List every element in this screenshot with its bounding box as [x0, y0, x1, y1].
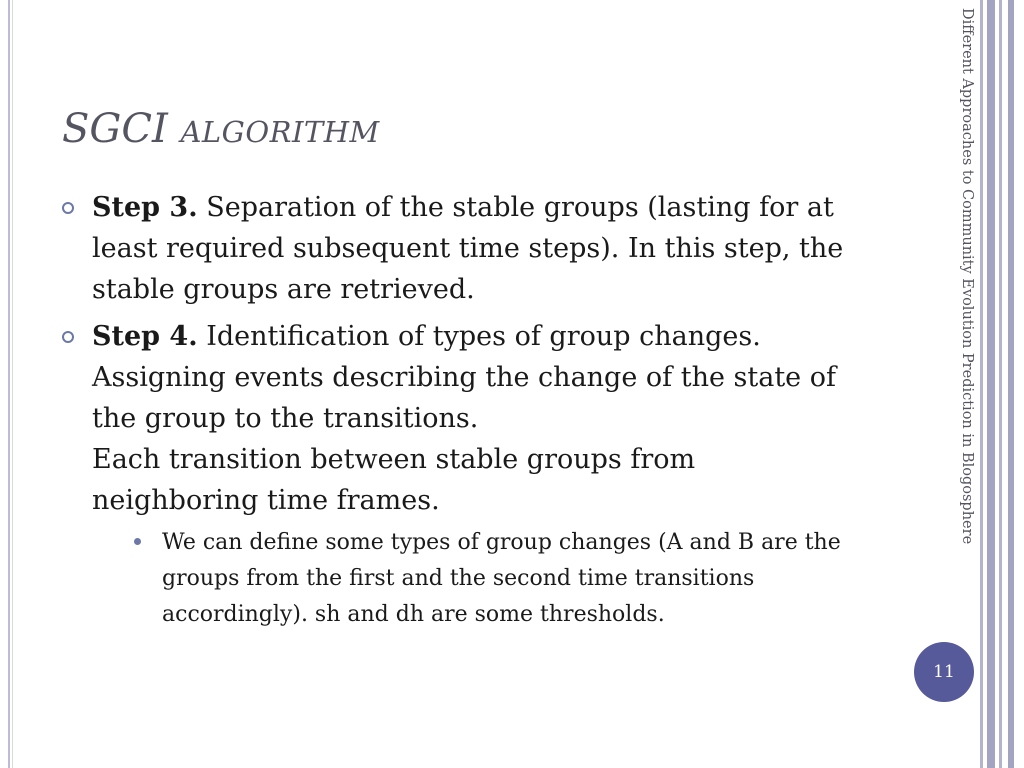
slide-number-text: 11 [933, 662, 955, 682]
step-text-continued: Each transition between stable groups from neighboring time frames. [92, 444, 696, 516]
bullet-step-3 [62, 187, 862, 310]
slide-number-badge [914, 642, 974, 702]
slide-content [62, 187, 862, 639]
ring-bullet-icon [62, 331, 74, 343]
right-decorative-bar-3 [999, 0, 1002, 768]
left-decorative-rule-inner [12, 0, 13, 768]
side-footer-text: Different Approaches to Community Evolution Prediction in Blogosphere [959, 8, 975, 545]
step-label: Step 4. [92, 321, 198, 352]
step-text: Separation of the stable groups (lasting for at least required subsequent time steps). In this step, the stable groups are retrieved. [92, 192, 844, 305]
dot-bullet-icon [134, 538, 141, 545]
slide-title-main: SGCI [62, 106, 168, 152]
left-decorative-rule [8, 0, 10, 768]
slide-title [62, 104, 380, 157]
slide-title-small: ALGORITHM [180, 115, 380, 149]
right-decorative-bar-2 [987, 0, 995, 768]
bullet-step-4 [62, 316, 862, 633]
step-label: Step 3. [92, 192, 198, 223]
sub-bullet-item [134, 525, 862, 633]
step-text: Identification of types of group changes. Assigning events describing the change of the state of the group to the transitions. [92, 321, 836, 434]
right-decorative-bar-1 [980, 0, 983, 768]
right-decorative-bar-4 [1008, 0, 1014, 768]
ring-bullet-icon [62, 202, 74, 214]
sub-bullet-text: We can define some types of group changes (A and B are the groups from the first and the second time transitions accordingly). sh and dh are some thresholds. [162, 530, 841, 627]
